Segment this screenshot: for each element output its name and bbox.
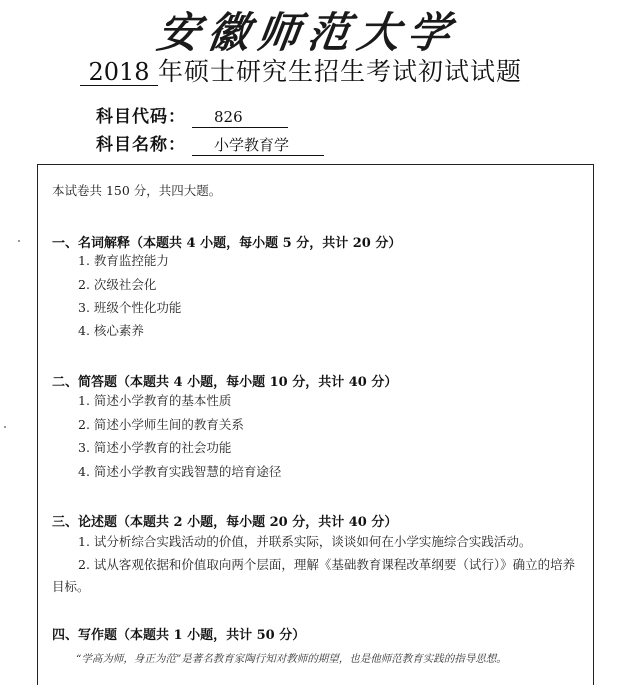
exam-title: 年硕士研究生招生考试初试试题 — [158, 57, 523, 86]
university-name: 安徽师范大学 — [154, 8, 462, 57]
section-title: 四、写作题（本题共 1 小题，共计 50 分） — [52, 628, 306, 643]
list-item: 3. 班级个性化功能 — [78, 300, 182, 315]
subject-code-label: 科目代码： — [96, 107, 186, 127]
list-item: 2. 简述小学师生间的教育关系 — [78, 417, 244, 432]
exam-title-line — [80, 52, 522, 88]
subject-name-value: 小学教育学 — [192, 135, 324, 156]
list-item: 1. 试分析综合实践活动的价值，并联系实际，谈谈如何在小学实施综合实践活动。 — [78, 534, 532, 549]
section-title: 一、名词解释（本题共 4 小题，每小题 5 分，共计 20 分） — [52, 236, 402, 251]
list-item: 1. 教育监控能力 — [78, 253, 169, 268]
subject-name-label: 科目名称： — [96, 135, 186, 155]
exam-intro: 本试卷共 150 分，共四大题。 — [52, 183, 222, 198]
scan-speck — [4, 426, 6, 428]
section-title: 三、论述题（本题共 2 小题，每小题 20 分，共计 40 分） — [52, 515, 398, 530]
writing-prompt: “学高为师，身正为范”是著名教育家陶行知对教师的期望，也是他师范教育实践的指导思想。 — [76, 653, 507, 665]
subject-code-row — [96, 102, 288, 128]
list-item: 4. 核心素养 — [78, 323, 144, 338]
list-item: 1. 简述小学教育的基本性质 — [78, 393, 232, 408]
list-item: 2. 次级社会化 — [78, 277, 157, 292]
section-title: 二、简答题（本题共 4 小题，每小题 10 分，共计 40 分） — [52, 375, 398, 390]
subject-name-row — [96, 130, 324, 156]
subject-code-value: 826 — [192, 107, 288, 128]
exam-year: 2018 — [80, 59, 158, 86]
scan-speck — [18, 240, 20, 242]
list-item: 3. 简述小学教育的社会功能 — [78, 440, 232, 455]
list-item: 4. 简述小学教育实践智慧的培育途径 — [78, 464, 282, 479]
list-item: 2. 试从客观依据和价值取向两个层面，理解《基础教育课程改革纲要（试行）》确立的培养目标。 — [52, 557, 576, 594]
